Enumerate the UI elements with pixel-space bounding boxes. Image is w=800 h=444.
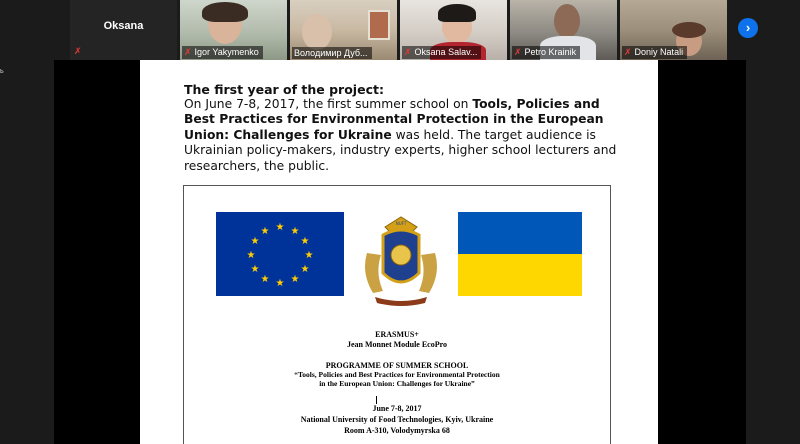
next-page-button[interactable] — [738, 18, 758, 38]
participant-name-label: Володимир Дуб... — [292, 47, 372, 59]
svg-text:★: ★ — [260, 226, 270, 237]
svg-text:★: ★ — [300, 236, 310, 247]
svg-text:★: ★ — [246, 250, 256, 261]
muted-mic-icon: ✗ — [74, 46, 82, 56]
side-label: ь — [0, 68, 4, 75]
wall-picture — [368, 10, 390, 40]
doc-line-title — [183, 370, 611, 388]
svg-text:★: ★ — [275, 278, 285, 289]
doc-line-erasmus: ERASMUS+ — [375, 330, 419, 339]
participant-name-label: ✗ Petro Krainik — [512, 46, 580, 59]
slide-heading: The first year of the project: — [184, 82, 384, 97]
participant-name-label: ✗ Igor Yakymenko — [182, 46, 263, 59]
participant-tile-oksana-salav[interactable] — [400, 0, 507, 60]
university-emblem — [355, 213, 447, 309]
slide-paragraph — [184, 97, 624, 174]
slide-para-tail: was held. The target audience is Ukrainian policy-makers, industry experts, higher school lecturers and researchers, the public. — [184, 127, 617, 173]
doc-line-date: June 7-8, 2017 — [372, 404, 422, 413]
participant-tile-doniy[interactable] — [620, 0, 727, 60]
doc-line-university: National University of Food Technologies, Kyiv, Ukraine — [300, 415, 494, 424]
muted-mic-icon: ✗ — [624, 47, 632, 57]
participant-name-label: ✗ Oksana Salav... — [402, 46, 481, 59]
participant-hair — [672, 22, 706, 38]
slide-para-bold: Tools, Policies and Best Practices for Environmental Protection in the European Union: Challenges for Ukraine — [184, 97, 604, 142]
doc-line-title-2: in the European Union: Challenges for Ukraine” — [319, 379, 475, 388]
participant-tile-igor[interactable] — [180, 0, 287, 60]
muted-mic-icon: ✗ — [184, 47, 192, 57]
eu-stars-icon — [216, 212, 344, 296]
participant-hair — [202, 2, 248, 22]
coat-of-arms-icon — [355, 213, 447, 309]
participant-name-large: Oksana — [103, 20, 144, 32]
participant-tile-oksana[interactable] — [70, 0, 177, 60]
participant-name-label: ✗ Doniy Natali — [622, 46, 687, 59]
doc-line-module: Jean Monnet Module EcoPro — [346, 340, 448, 349]
ukraine-flag — [458, 212, 582, 296]
svg-text:★: ★ — [260, 274, 270, 285]
participant-tile-petro[interactable] — [510, 0, 617, 60]
svg-text:★: ★ — [300, 264, 310, 275]
doc-line-title-1: “Tools, Policies and Best Practices for Environmental Protection — [294, 370, 500, 379]
svg-text:★: ★ — [304, 250, 314, 261]
ukraine-flag-blue — [458, 212, 582, 254]
participant-tile-volodymyr[interactable] — [290, 0, 397, 60]
text-cursor — [376, 396, 377, 404]
svg-text:★: ★ — [290, 226, 300, 237]
muted-mic-icon: ✗ — [404, 47, 412, 57]
participant-video — [554, 4, 580, 38]
muted-mic-icon: ✗ — [514, 47, 522, 57]
slide-para-lead: On June 7-8, 2017, the first summer school on — [184, 97, 473, 111]
chevron-right-icon: › — [745, 20, 751, 35]
svg-text:★: ★ — [290, 274, 300, 285]
doc-line-programme: PROGRAMME OF SUMMER SCHOOL — [325, 361, 469, 370]
participant-strip — [0, 0, 800, 60]
doc-line-room: Room A-310, Volodymyrska 68 — [344, 426, 450, 435]
svg-text:★: ★ — [275, 222, 285, 233]
participant-video — [302, 14, 332, 50]
svg-text:★: ★ — [250, 264, 260, 275]
svg-text:★: ★ — [250, 236, 260, 247]
ukraine-flag-yellow — [458, 254, 582, 296]
svg-text:NUFT: NUFT — [395, 221, 407, 226]
participant-hair — [438, 4, 476, 22]
eu-flag — [216, 212, 344, 296]
